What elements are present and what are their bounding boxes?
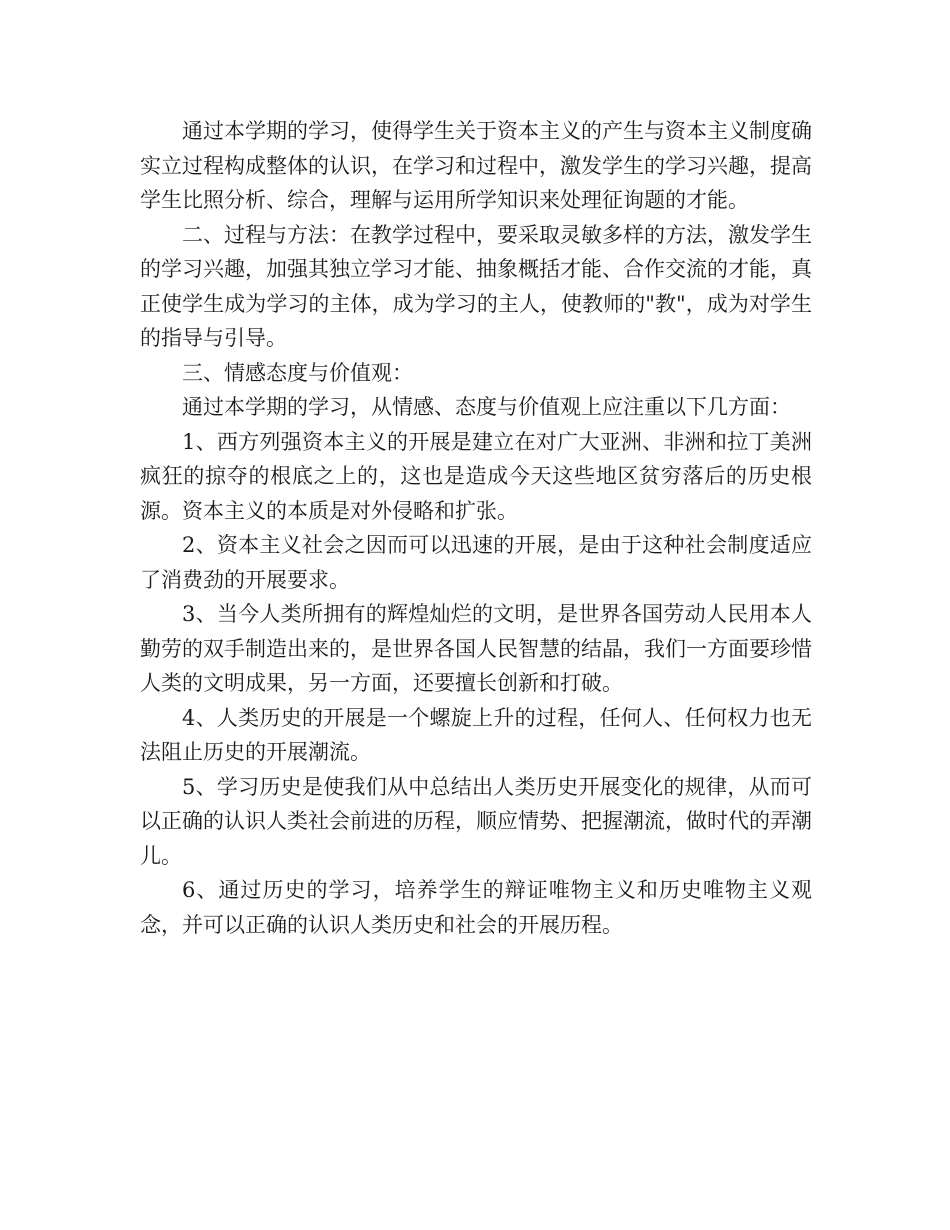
- paragraph-intro: 通过本学期的学习，使得学生关于资本主义的产生与资本主义制度确实立过程构成整体的认识，在学习和过程中，激发学生的学习兴趣，提高学生比照分析、综合，理解与运用所学知识来处理征询题的才能。: [140, 119, 812, 212]
- list-item-4: 4、人类历史的开展是一个螺旋上升的过程，任何人、任何权力也无法阻止历史的开展潮流。: [140, 705, 812, 764]
- list-item-1: 1、西方列强资本主义的开展是建立在对广大亚洲、非洲和拉丁美洲疯狂的掠夺的根底之上的，这也是造成今天这些地区贫穷落后的历史根源。资本主义的本质是对外侵略和扩张。: [140, 429, 812, 523]
- list-item-5: 5、学习历史是使我们从中总结出人类历史开展变化的规律，从而可以正确的认识人类社会前进的历程，顺应情势、把握潮流，做时代的弄潮儿。: [140, 774, 812, 868]
- list-item-3: 3、当今人类所拥有的辉煌灿烂的文明，是世界各国劳动人民用本人勤劳的双手制造出来的，是世界各国人民智慧的结晶，我们一方面要珍惜人类的文明成果，另一方面，还要擅长创新和打破。: [140, 602, 812, 695]
- heading-emotion-values: 三、情感态度与价值观：: [182, 360, 413, 385]
- paragraph-process-methods: 二、过程与方法：在教学过程中，要采取灵敏多样的方法，激发学生的学习兴趣，加强其独立学习才能、抽象概括才能、合作交流的才能，真正使学生成为学习的主体，成为学习的主人，使教师的"教"，成为对学生的指导与引导。: [140, 222, 812, 350]
- list-item-2: 2、资本主义社会之因而可以迅速的开展，是由于这种社会制度适应了消费劲的开展要求。: [140, 533, 812, 592]
- paragraph-emotion-intro: 通过本学期的学习，从情感、态度与价值观上应注重以下几方面：: [182, 395, 791, 419]
- document-body: [140, 114, 812, 942]
- list-item-6: 6、通过历史的学习，培养学生的辩证唯物主义和历史唯物主义观念，并可以正确的认识人类历史和社会的开展历程。: [140, 878, 812, 937]
